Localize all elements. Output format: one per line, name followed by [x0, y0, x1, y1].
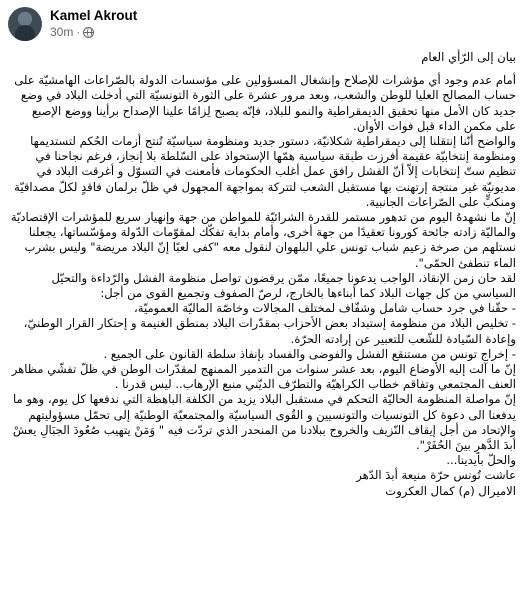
post-title: بيان إلى الرّأي العام [421, 50, 516, 64]
avatar[interactable] [8, 7, 42, 41]
post-paragraph-7: والحلّ بأيدينا... [446, 453, 516, 468]
globe-icon[interactable] [83, 27, 94, 38]
post-time[interactable]: 30m [50, 24, 74, 39]
post-paragraph-4: لقد حان زمن الإنقاذ، الواجب يدعونا جميعًا، ممّن يرفضون تواصل منظومة الفشل والرّداءة والتحيّل السياسي من كل جهات البلاد كما أبناءها بالخارج، لرصّ الصفوف وتجميع القوى من أجل: [51, 270, 516, 301]
post-paragraph-3: إنّ ما نشهدهُ اليوم من تدهور مستمر للقدرة الشرائيّة للمواطن من جهة وإنهيار سريع للمؤشرات الإقتصاديّة والماليّة زادته جائحة كورونا تعقيدًا من جهة أخرى، وأمام بداية تفكّك لمقوّمات الدّولة ومؤسّساتها، يجعلنا نستلهم من صرخة زعيم شباب تونس علي البلهوان لنقول معه "كفى لعبًا إنّ البلاد مريضة" وليس بشرب الماء تنطفئ الحمّى". [10, 210, 516, 270]
post-signoff: عاشت تُونس حرّة منيعة أبدَ الدّهر [356, 468, 516, 483]
post-paragraph-6: إنّ مواصلة المنظومة الحاليّة التحكم في مستقبل البلاد يزيد من الكلفة الباهظة التي ندفعها كل يوم، وهو ما يدفعنا الى دعوة كل التونسيات والتونسيين و القُوى السياسيّة والمجتمعيّة الوطنيّة إلى تحمّل مسؤوليتهم والإتحاد من أجل إيقاف النّزيف والخروج ببلادنا من المنحدر الذي تردّت فيه " وَمَنْ يتهيب صُعُودَ الجبَالِ يعشْ أبدَ الدَّهرِ بينَ الحُفَرْ". [12, 392, 516, 453]
post-paragraph-1: أمام عدم وجود أي مؤشرات للإصلاح وإنشغال المسؤولين على مؤسسات الدولة بالصّراعات الهامشيّة على حساب المصالح العليا للوطن والشعب، وبعد مرور عشرة على الثورة التونسيّة التي أدخلت البلاد في وضع جديد كان الأمل منها تحقيق الديمقراطية والنمو للبلاد، فإنّه يصبح لِزامًا علينا الإصداح برأينا ووضع الإصبع على مكمن الداء قبل فوات الأوان. [14, 73, 516, 133]
post-signature: الاميرال (م) كمال العكروت [385, 483, 516, 498]
post-paragraph-2: والواضح أنّنا إنتقلنا إلى ديمقراطية شكلانيّة، دستور جديد ومنظومة سياسيّة تُنتج أزمات الحُكم لتستديمها ومنظومة إنتخابيّة عقيمة أفرزت طبقة سياسية همّها الإستحواذ على السّلطة بلا إنجاز، فرغم نجاحنا في تنظيم ستّ إنتخابات إلاّ أنّ الفشل رافق عمل أغلب الحكومات فأمعنت في التسوّل و أغرقت البلاد في مديونيّة غير منتجة إرتهنت بها مستقبل الشعب لتتركة بمواجهة المجهول في ظلّ برلمان فاقدٍ لكلّ مصداقيّة ومنكبٍّ على الصّراعات الجانبية. [14, 134, 516, 209]
author-name[interactable]: Kamel Akrout [50, 8, 138, 24]
post-header [8, 4, 518, 44]
post-paragraph-5: إنّ ما آلت إليه الأوضاع اليوم، بعد عشر سنوات من التدمير الممنهج لمقدّرات الوطن في ظلّ تفشّي مظاهر العنف المجتمعي وتفاقم خطاب الكراهيّة والتطرّف الديّني منبع الإرهاب.. ليس قدرنا . [11, 362, 516, 392]
meta-separator: · [76, 24, 81, 39]
author-block [50, 8, 137, 39]
post-meta [50, 26, 137, 40]
post-list-item-3: - إخراج تونس من مستنقع الفشل والفوضى والفساد بإنفاذ سلطة القانون على الجميع . [103, 346, 516, 361]
post-list-item-2: - تخليص البلاد من منظومة إستبداد بعض الأحزاب بمقدّرات البلاد بمنطق الغنيمة و إحتكار القرار الوطنيّ، وإعادة السّيادة للشّعب للتعبير عن إرادته الحرّة. [23, 316, 516, 346]
post-body [10, 50, 516, 499]
post-list-item-1: - حقّنا في جرد حساب شامل وشفّاف لمختلف المجالات وخاصّة الماليّة العموميّة، [134, 301, 516, 316]
paragraph-gap [10, 65, 516, 73]
